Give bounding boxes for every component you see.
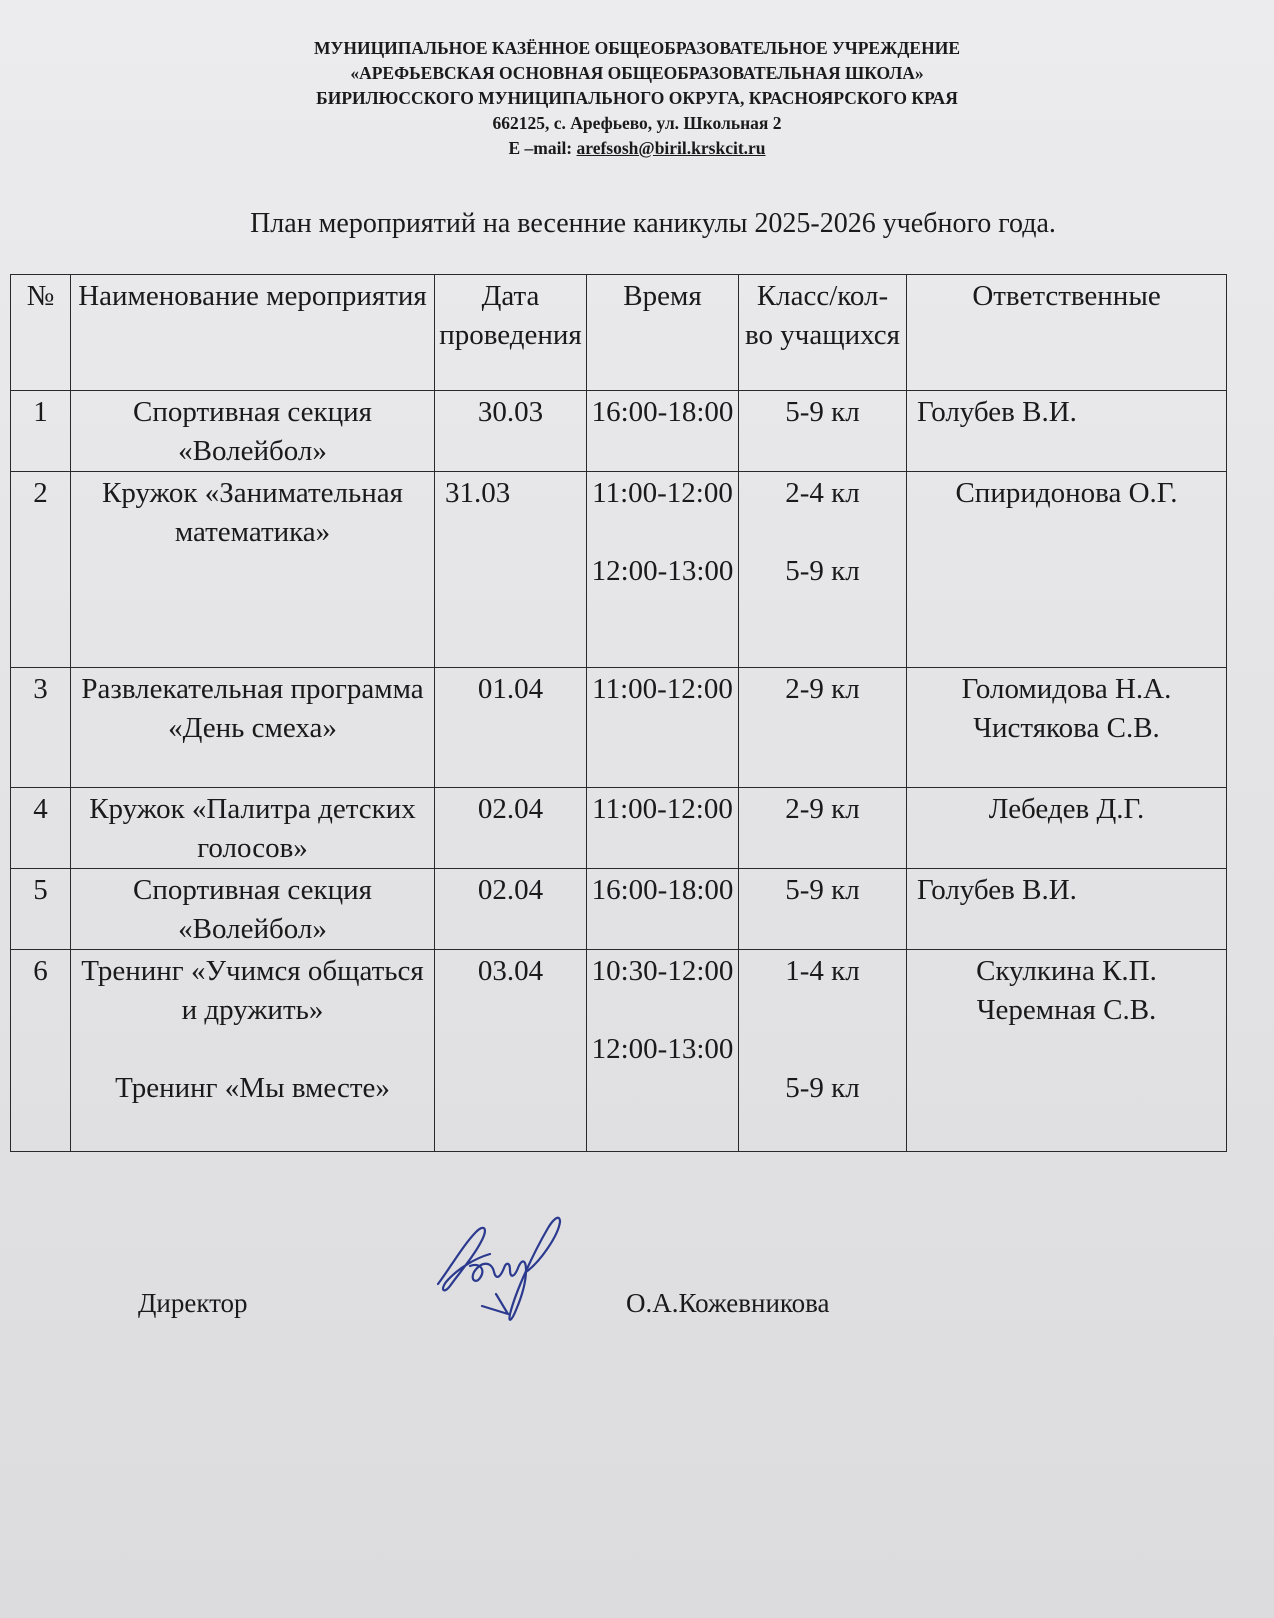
- header-address: 662125, с. Арефьево, ул. Школьная 2: [492, 113, 782, 133]
- column-header-time: Время: [587, 275, 739, 391]
- document-title: План мероприятий на весенние каникулы 2025-2026 учебного года.: [250, 208, 1056, 239]
- cell-num: 5: [11, 869, 71, 950]
- table-row: [11, 869, 1227, 950]
- cell-event-name: Спортивная секция «Волейбол»: [71, 391, 435, 472]
- cell-date: 30.03: [435, 391, 587, 472]
- cell-num: 4: [11, 788, 71, 869]
- cell-time: 11:00-12:00: [587, 668, 739, 788]
- table-row: [11, 472, 1227, 668]
- cell-class: 5-9 кл: [739, 391, 907, 472]
- cell-responsible: Лебедев Д.Г.: [907, 788, 1227, 869]
- cell-date: 02.04: [435, 788, 587, 869]
- header-line-2: «АРЕФЬЕВСКАЯ ОСНОВНАЯ ОБЩЕОБРАЗОВАТЕЛЬНАЯ ШКОЛА»: [350, 63, 924, 83]
- cell-responsible: Голубев В.И.: [907, 869, 1227, 950]
- director-title: Директор: [138, 1288, 248, 1318]
- cell-date: 31.03: [435, 472, 587, 668]
- responsible-person: Черемная С.В.: [976, 994, 1157, 1026]
- column-header-num: №: [11, 275, 71, 391]
- school-header: [0, 36, 1274, 161]
- cell-class: 5-9 кл: [739, 869, 907, 950]
- class-group: 5-9 кл: [785, 555, 860, 587]
- cell-class: [739, 950, 907, 1152]
- cell-event-name: [71, 950, 435, 1152]
- event-name: Тренинг «Мы вместе»: [115, 1072, 390, 1104]
- time-slot: 10:30-12:00: [591, 955, 734, 987]
- cell-class: 2-9 кл: [739, 788, 907, 869]
- table-row: [11, 668, 1227, 788]
- column-header-name: Наименование мероприятия: [71, 275, 435, 391]
- email-label: E –mail:: [508, 138, 577, 158]
- header-email-line: [0, 136, 1274, 161]
- cell-class: 2-9 кл: [739, 668, 907, 788]
- column-header-responsible: Ответственные: [907, 275, 1227, 391]
- director-signature: [430, 1206, 590, 1346]
- cell-responsible: Голубев В.И.: [907, 391, 1227, 472]
- cell-event-name: Спортивная секция «Волейбол»: [71, 869, 435, 950]
- header-line-3: БИРИЛЮССКОГО МУНИЦИПАЛЬНОГО ОКРУГА, КРАСНОЯРСКОГО КРАЯ: [316, 88, 958, 108]
- column-header-class: Класс/кол-во учащихся: [739, 275, 907, 391]
- email-link[interactable]: arefsosh@biril.krskcit.ru: [576, 138, 766, 158]
- cell-date: 03.04: [435, 950, 587, 1152]
- cell-responsible: [907, 950, 1227, 1152]
- cell-responsible: [907, 668, 1227, 788]
- cell-event-name: Кружок «Палитра детских голосов»: [71, 788, 435, 869]
- event-name: Тренинг «Учимся общаться и дружить»: [81, 955, 424, 1026]
- events-table: [10, 274, 1227, 1152]
- table-header-row: [11, 275, 1227, 391]
- column-header-date: Дата проведения: [435, 275, 587, 391]
- header-line-1: МУНИЦИПАЛЬНОЕ КАЗЁННОЕ ОБЩЕОБРАЗОВАТЕЛЬНОЕ УЧРЕЖДЕНИЕ: [313, 38, 960, 58]
- cell-event-name: Кружок «Занимательная математика»: [71, 472, 435, 668]
- director-name: О.А.Кожевникова: [626, 1288, 830, 1318]
- cell-date: 02.04: [435, 869, 587, 950]
- responsible-person: Скулкина К.П.: [976, 955, 1157, 987]
- class-group: 2-4 кл: [785, 477, 860, 509]
- cell-num: 3: [11, 668, 71, 788]
- cell-responsible: Спиридонова О.Г.: [907, 472, 1227, 668]
- class-group: 5-9 кл: [785, 1072, 860, 1104]
- cell-time: 16:00-18:00: [587, 869, 739, 950]
- responsible-person: Чистякова С.В.: [973, 712, 1160, 744]
- time-slot: 12:00-13:00: [591, 555, 734, 587]
- table-row: [11, 788, 1227, 869]
- cell-time: [587, 472, 739, 668]
- cell-class: [739, 472, 907, 668]
- cell-num: 1: [11, 391, 71, 472]
- cell-time: [587, 950, 739, 1152]
- cell-time: 16:00-18:00: [587, 391, 739, 472]
- class-group: 1-4 кл: [785, 955, 860, 987]
- cell-num: 2: [11, 472, 71, 668]
- responsible-person: Голомидова Н.А.: [961, 673, 1172, 705]
- table-row: [11, 391, 1227, 472]
- table-row: [11, 950, 1227, 1152]
- cell-time: 11:00-12:00: [587, 788, 739, 869]
- time-slot: 11:00-12:00: [592, 477, 733, 509]
- cell-date: 01.04: [435, 668, 587, 788]
- cell-num: 6: [11, 950, 71, 1152]
- time-slot: 12:00-13:00: [591, 1033, 734, 1065]
- cell-event-name: Развлекательная программа «День смеха»: [71, 668, 435, 788]
